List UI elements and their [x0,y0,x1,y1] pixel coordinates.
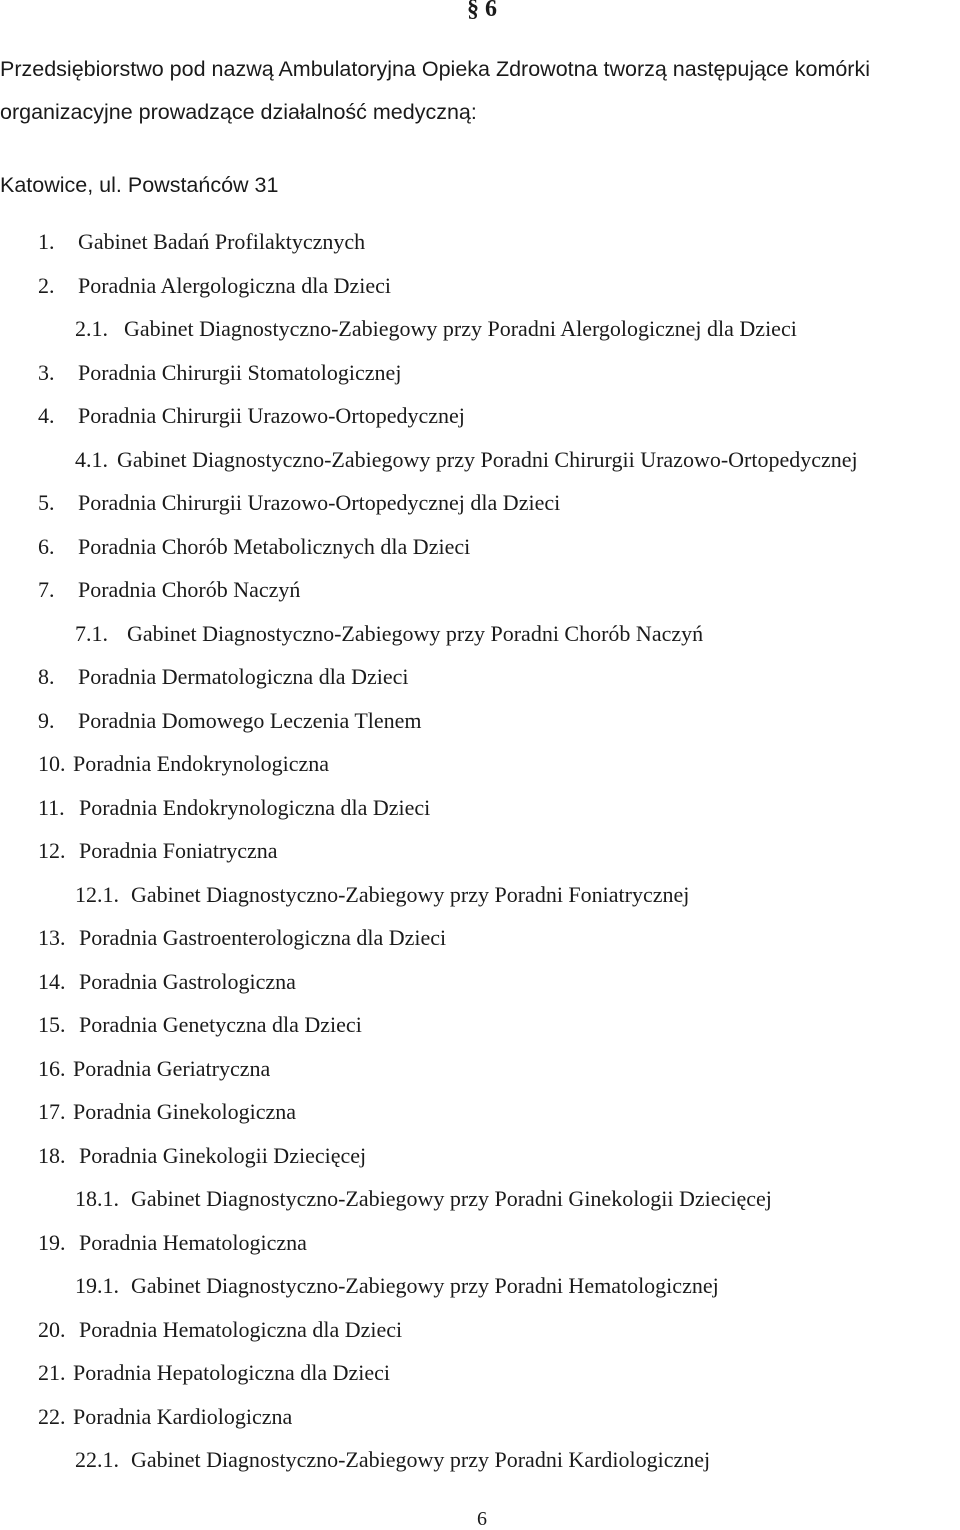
list-item-text: Poradnia Chirurgii Urazowo-Ortopedycznej [78,403,465,428]
list-item-number: 6. [38,534,55,559]
list-item-number: 17. [38,1099,66,1124]
list-item-text: Poradnia Gastrologiczna [79,969,296,994]
list-item-number: 20. [38,1317,66,1342]
list-item-number: 2. [38,273,55,298]
list-item-number: 13. [38,925,66,950]
list-item-number: 15. [38,1012,66,1037]
list-item-text: Poradnia Hepatologiczna dla Dzieci [73,1360,391,1385]
list-item-number: 3. [38,360,55,385]
page-number: 6 [477,1508,487,1530]
list-item-number: 12.1. [75,882,119,907]
list-item-text: Poradnia Chirurgii Urazowo-Ortopedycznej dla Dzieci [78,490,561,515]
list-item-number: 4.1. [75,447,108,472]
list-item-number: 11. [38,795,65,820]
list-item-number: 14. [38,969,66,994]
list-item-number: 4. [38,403,55,428]
list-item-text: Poradnia Domowego Leczenia Tlenem [78,708,422,733]
list-item-text: Poradnia Kardiologiczna [73,1404,293,1429]
list-item-number: 19.1. [75,1273,119,1298]
list-item-text: Poradnia Ginekologii Dziecięcej [79,1143,367,1168]
list-item-text: Poradnia Endokrynologiczna dla Dzieci [79,795,431,820]
list-item-number: 9. [38,708,55,733]
list-item-number: 18. [38,1143,66,1168]
list-item-text: Gabinet Badań Profilaktycznych [78,229,366,254]
list-item-number: 12. [38,838,66,863]
list-item-number: 2.1. [75,316,108,341]
list-item-text: Gabinet Diagnostyczno-Zabiegowy przy Poradni Hematologicznej [131,1273,719,1298]
list-item-text: Gabinet Diagnostyczno-Zabiegowy przy Poradni Ginekologii Dziecięcej [131,1186,772,1211]
list-item-number: 8. [38,664,55,689]
list-item-number: 21. [38,1360,66,1385]
intro-line-2: organizacyjne prowadzące działalność medyczną: [0,100,477,124]
list-item-number: 18.1. [75,1186,119,1211]
list-item-text: Gabinet Diagnostyczno-Zabiegowy przy Poradni Foniatrycznej [131,882,690,907]
list-item-text: Poradnia Endokrynologiczna [73,751,329,776]
list-item-text: Poradnia Chirurgii Stomatologicznej [78,360,402,385]
list-item-text: Poradnia Chorób Metabolicznych dla Dzieci [78,534,471,559]
list-item-text: Poradnia Ginekologiczna [73,1099,296,1124]
list-item-text: Poradnia Dermatologiczna dla Dzieci [78,664,409,689]
list-item-text: Gabinet Diagnostyczno-Zabiegowy przy Poradni Kardiologicznej [131,1447,711,1472]
list-item-text: Poradnia Genetyczna dla Dzieci [79,1012,362,1037]
list-item-number: 5. [38,490,55,515]
list-item-text: Poradnia Geriatryczna [73,1056,271,1081]
list-item-text: Poradnia Foniatryczna [79,838,278,863]
list-item-text: Gabinet Diagnostyczno-Zabiegowy przy Poradni Chorób Naczyń [127,621,704,646]
intro-line-1: Przedsiębiorstwo pod nazwą Ambulatoryjna Opieka Zdrowotna tworzą następujące komórki [0,57,870,81]
list-item-text: Gabinet Diagnostyczno-Zabiegowy przy Poradni Alergologicznej dla Dzieci [124,316,797,341]
list-item-number: 19. [38,1230,66,1255]
list-item-text: Poradnia Gastroenterologiczna dla Dzieci [79,925,447,950]
section-heading: § 6 [467,0,497,22]
list-item-number: 7. [38,577,55,602]
list-item-number: 22. [38,1404,66,1429]
list-item-number: 1. [38,229,55,254]
list-item-number: 16. [38,1056,66,1081]
list-item-text: Poradnia Hematologiczna dla Dzieci [79,1317,403,1342]
list-item-number: 22.1. [75,1447,119,1472]
list-item-text: Gabinet Diagnostyczno-Zabiegowy przy Poradni Chirurgii Urazowo-Ortopedycznej [117,447,858,472]
list-item-text: Poradnia Alergologiczna dla Dzieci [78,273,391,298]
list-item-text: Poradnia Hematologiczna [79,1230,307,1255]
list-item-number: 10. [38,751,66,776]
list-item-text: Poradnia Chorób Naczyń [78,577,301,602]
location-heading: Katowice, ul. Powstańców 31 [0,173,279,197]
list-item-number: 7.1. [75,621,108,646]
